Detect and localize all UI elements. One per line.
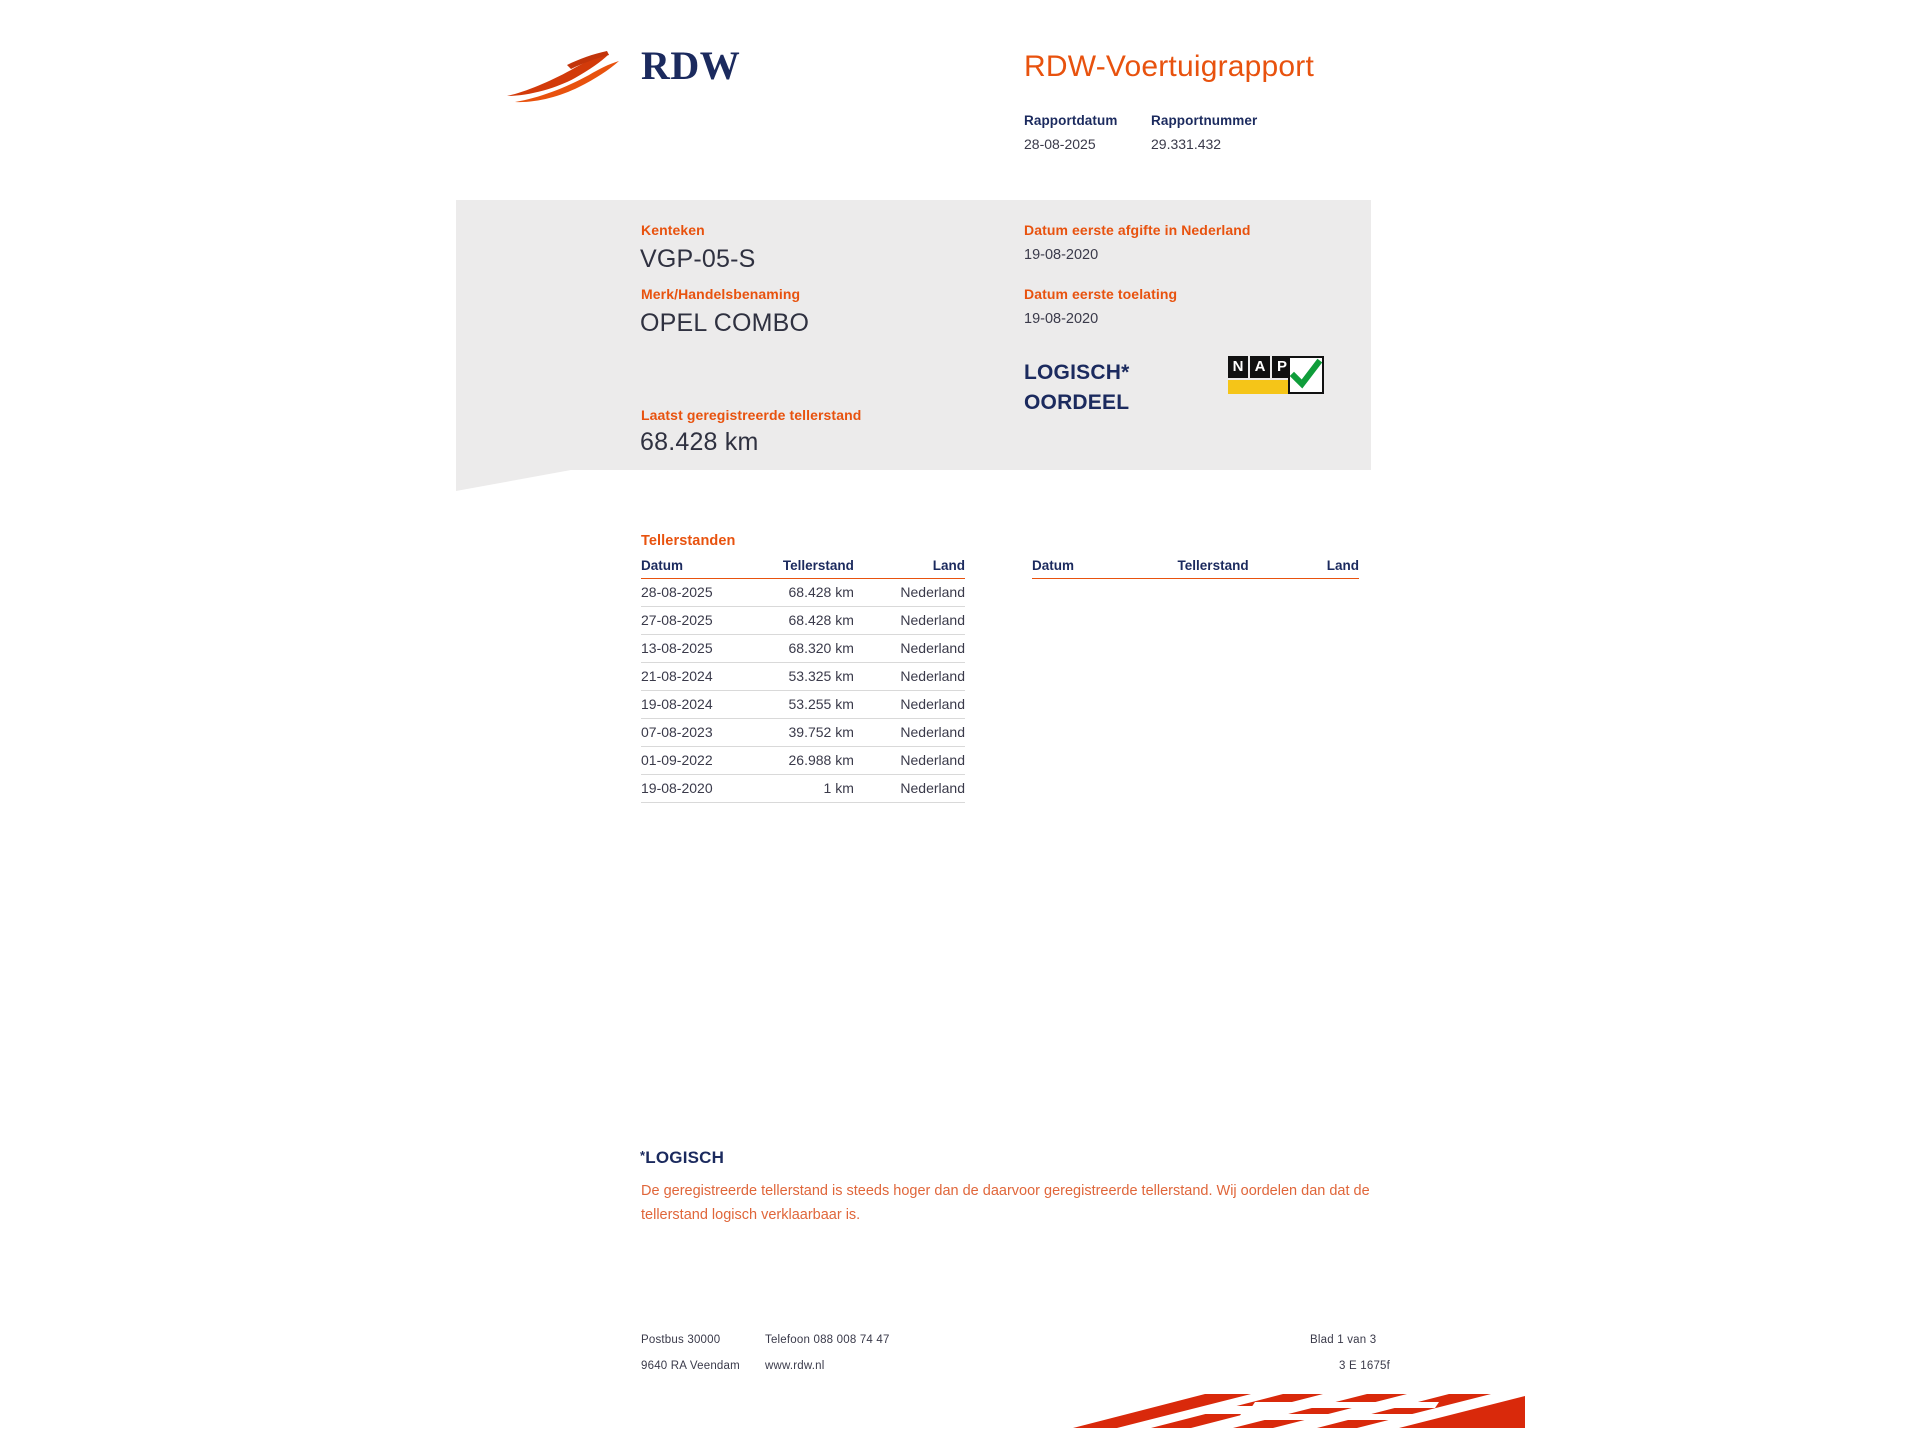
nap-letters [1228, 356, 1292, 378]
table-header-row [1032, 555, 1359, 579]
last-odometer-value: 68.428 km [640, 428, 759, 456]
footer-pobox: Postbus 30000 [641, 1334, 721, 1346]
cell-odometer: 68.428 km [772, 579, 882, 607]
cell-date: 01-09-2022 [641, 747, 772, 775]
nap-letter-n: N [1228, 356, 1248, 378]
nap-letter-a: A [1250, 356, 1270, 378]
cell-country: Nederland [882, 691, 965, 719]
table-row [641, 579, 965, 607]
document-header [0, 0, 1920, 180]
table-row [641, 607, 965, 635]
cell-odometer: 26.988 km [772, 747, 882, 775]
report-title: RDW-Voertuigrapport [1024, 50, 1315, 83]
report-date-label: Rapportdatum [1024, 113, 1118, 128]
column-header-date: Datum [641, 555, 772, 579]
first-issue-nl-label: Datum eerste afgifte in Nederland [1024, 222, 1251, 238]
summary-panel-notch [456, 470, 571, 491]
footer-website[interactable]: www.rdw.nl [765, 1360, 825, 1372]
footer-decorative-stripes-icon [1055, 1392, 1525, 1440]
footnote-star: * [640, 1148, 646, 1163]
table-row [641, 747, 965, 775]
cell-odometer: 53.325 km [772, 663, 882, 691]
report-date-value: 28-08-2025 [1024, 136, 1096, 152]
cell-odometer: 68.428 km [772, 607, 882, 635]
last-odometer-label: Laatst geregistreerde tellerstand [641, 407, 862, 423]
report-number-label: Rapportnummer [1151, 113, 1258, 128]
footnote-title [640, 1148, 724, 1168]
cell-odometer: 39.752 km [772, 719, 882, 747]
footer-city: 9640 RA Veendam [641, 1360, 740, 1372]
first-admission-value: 19-08-2020 [1024, 311, 1099, 327]
nap-letter-p: P [1272, 356, 1292, 378]
footnote-body: De geregistreerde tellerstand is steeds hoger dan de daarvoor geregistreerde tellerstand. Wij oordelen dan dat de tellerstand logisch verklaarbaar is. [641, 1183, 1370, 1223]
nap-highlight-bar [1228, 380, 1294, 394]
verdict-line-1: LOGISCH* [1024, 361, 1130, 384]
green-check-icon [1288, 356, 1324, 394]
first-issue-nl-value: 19-08-2020 [1024, 247, 1099, 263]
make-model-label: Merk/Handelsbenaming [641, 286, 801, 302]
footnote-title-text: LOGISCH [645, 1148, 725, 1167]
column-header-country: Land [882, 555, 965, 579]
odometer-table-title: Tellerstanden [641, 533, 736, 549]
cell-date: 28-08-2025 [641, 579, 772, 607]
licence-plate-label: Kenteken [641, 222, 705, 238]
make-model-value: OPEL COMBO [640, 309, 810, 337]
column-header-odometer: Tellerstand [772, 555, 882, 579]
table-row [641, 775, 965, 803]
brand-name: RDW [641, 43, 741, 88]
cell-country: Nederland [882, 635, 965, 663]
first-admission-label: Datum eerste toelating [1024, 286, 1178, 302]
table-row [641, 691, 965, 719]
odometer-table-right [1032, 555, 1359, 579]
cell-odometer: 53.255 km [772, 691, 882, 719]
cell-country: Nederland [882, 579, 965, 607]
cell-date: 27-08-2025 [641, 607, 772, 635]
column-header-country: Land [1277, 555, 1359, 579]
column-header-odometer: Tellerstand [1165, 555, 1276, 579]
report-number-value: 29.331.432 [1151, 136, 1222, 152]
cell-date: 21-08-2024 [641, 663, 772, 691]
cell-odometer: 1 km [772, 775, 882, 803]
cell-date: 19-08-2020 [641, 775, 772, 803]
rdw-swoosh-logo-icon [505, 48, 625, 108]
column-header-date: Datum [1032, 555, 1165, 579]
cell-country: Nederland [882, 775, 965, 803]
verdict-line-2: OORDEEL [1024, 390, 1130, 414]
cell-date: 19-08-2024 [641, 691, 772, 719]
footer-form-code: 3 E 1675f [1339, 1360, 1391, 1372]
footer-phone: Telefoon 088 008 74 47 [765, 1334, 890, 1346]
cell-country: Nederland [882, 607, 965, 635]
cell-date: 13-08-2025 [641, 635, 772, 663]
cell-country: Nederland [882, 747, 965, 775]
cell-odometer: 68.320 km [772, 635, 882, 663]
licence-plate-value: VGP-05-S [640, 245, 756, 273]
summary-panel [456, 200, 1371, 470]
nap-badge [1228, 356, 1324, 396]
table-row [641, 635, 965, 663]
cell-country: Nederland [882, 719, 965, 747]
footer-page-number: Blad 1 van 3 [1310, 1334, 1377, 1346]
odometer-table-left [641, 555, 965, 803]
table-row [641, 719, 965, 747]
table-header-row [641, 555, 965, 579]
cell-country: Nederland [882, 663, 965, 691]
table-row [641, 663, 965, 691]
cell-date: 07-08-2023 [641, 719, 772, 747]
verdict-text [1024, 358, 1204, 418]
